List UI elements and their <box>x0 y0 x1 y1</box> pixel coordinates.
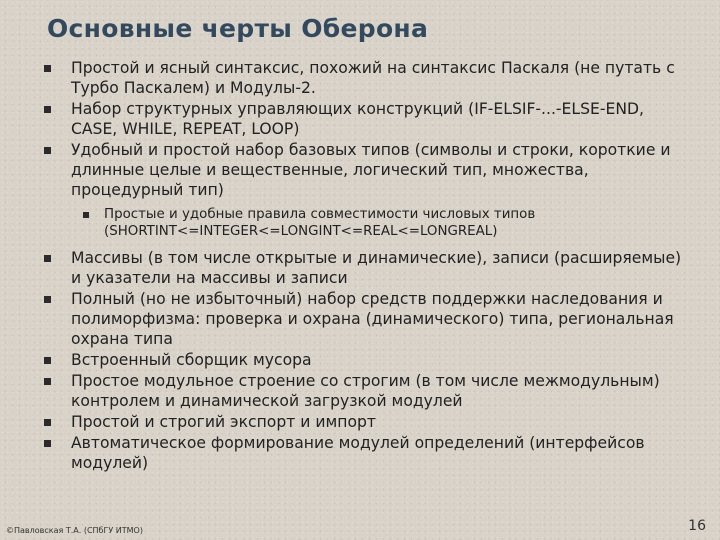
square-bullet-icon <box>44 147 51 154</box>
bullet-item <box>0 248 720 288</box>
square-bullet-icon <box>83 212 89 218</box>
bullet-text: Набор структурных управляющих конструкций (IF-ELSIF-...-ELSE-END, CASE, WHILE, REPEAT, LOOP) <box>71 100 644 138</box>
square-bullet-icon <box>44 440 51 447</box>
bullet-text: Автоматическое формирование модулей определений (интерфейсов модулей) <box>71 434 645 472</box>
bullet-text: Полный (но не избыточный) набор средств поддержки наследования и полиморфизма: проверка и охрана (динамического) типа, региональная охрана типа <box>71 290 674 348</box>
page-number: 16 <box>688 518 706 534</box>
bullet-item <box>0 433 720 473</box>
bullet-text: Простой и ясный синтаксис, похожий на синтаксис Паскаля (не путать с Турбо Паскалем) и Модулы-2. <box>71 59 675 97</box>
square-bullet-icon <box>44 106 51 113</box>
sub-bullet-text: Простые и удобные правила совместимости числовых типов (SHORTINT<=INTEGER<=LONGINT<=REAL<=LONGREAL) <box>104 207 536 239</box>
bullet-text: Встроенный сборщик мусора <box>71 351 312 369</box>
bullet-text: Удобный и простой набор базовых типов (символы и строки, короткие и длинные целые и вещественные, логический тип, множества, процедурный тип) <box>71 141 671 199</box>
square-bullet-icon <box>44 378 51 385</box>
bullet-item <box>0 289 720 349</box>
bullet-list <box>0 58 720 474</box>
square-bullet-icon <box>44 255 51 262</box>
bullet-item <box>0 350 720 370</box>
footer-copyright: ©Павловская Т.А. (СПбГУ ИТМО) <box>6 526 143 535</box>
square-bullet-icon <box>44 65 51 72</box>
bullet-text: Массивы (в том числе открытые и динамические), записи (расширяемые) и указатели на массивы и записи <box>71 249 682 287</box>
bullet-item <box>0 99 720 139</box>
square-bullet-icon <box>44 296 51 303</box>
bullet-item <box>0 140 720 200</box>
slide-title: Основные черты Оберона <box>47 14 429 43</box>
bullet-text: Простое модульное строение со строгим (в том числе межмодульным) контролем и динамической загрузкой модулей <box>71 372 660 410</box>
bullet-item <box>0 412 720 432</box>
sub-bullet-item <box>0 206 720 240</box>
bullet-text: Простой и строгий экспорт и импорт <box>71 413 376 431</box>
bullet-item <box>0 58 720 98</box>
square-bullet-icon <box>44 419 51 426</box>
square-bullet-icon <box>44 357 51 364</box>
bullet-item <box>0 371 720 411</box>
